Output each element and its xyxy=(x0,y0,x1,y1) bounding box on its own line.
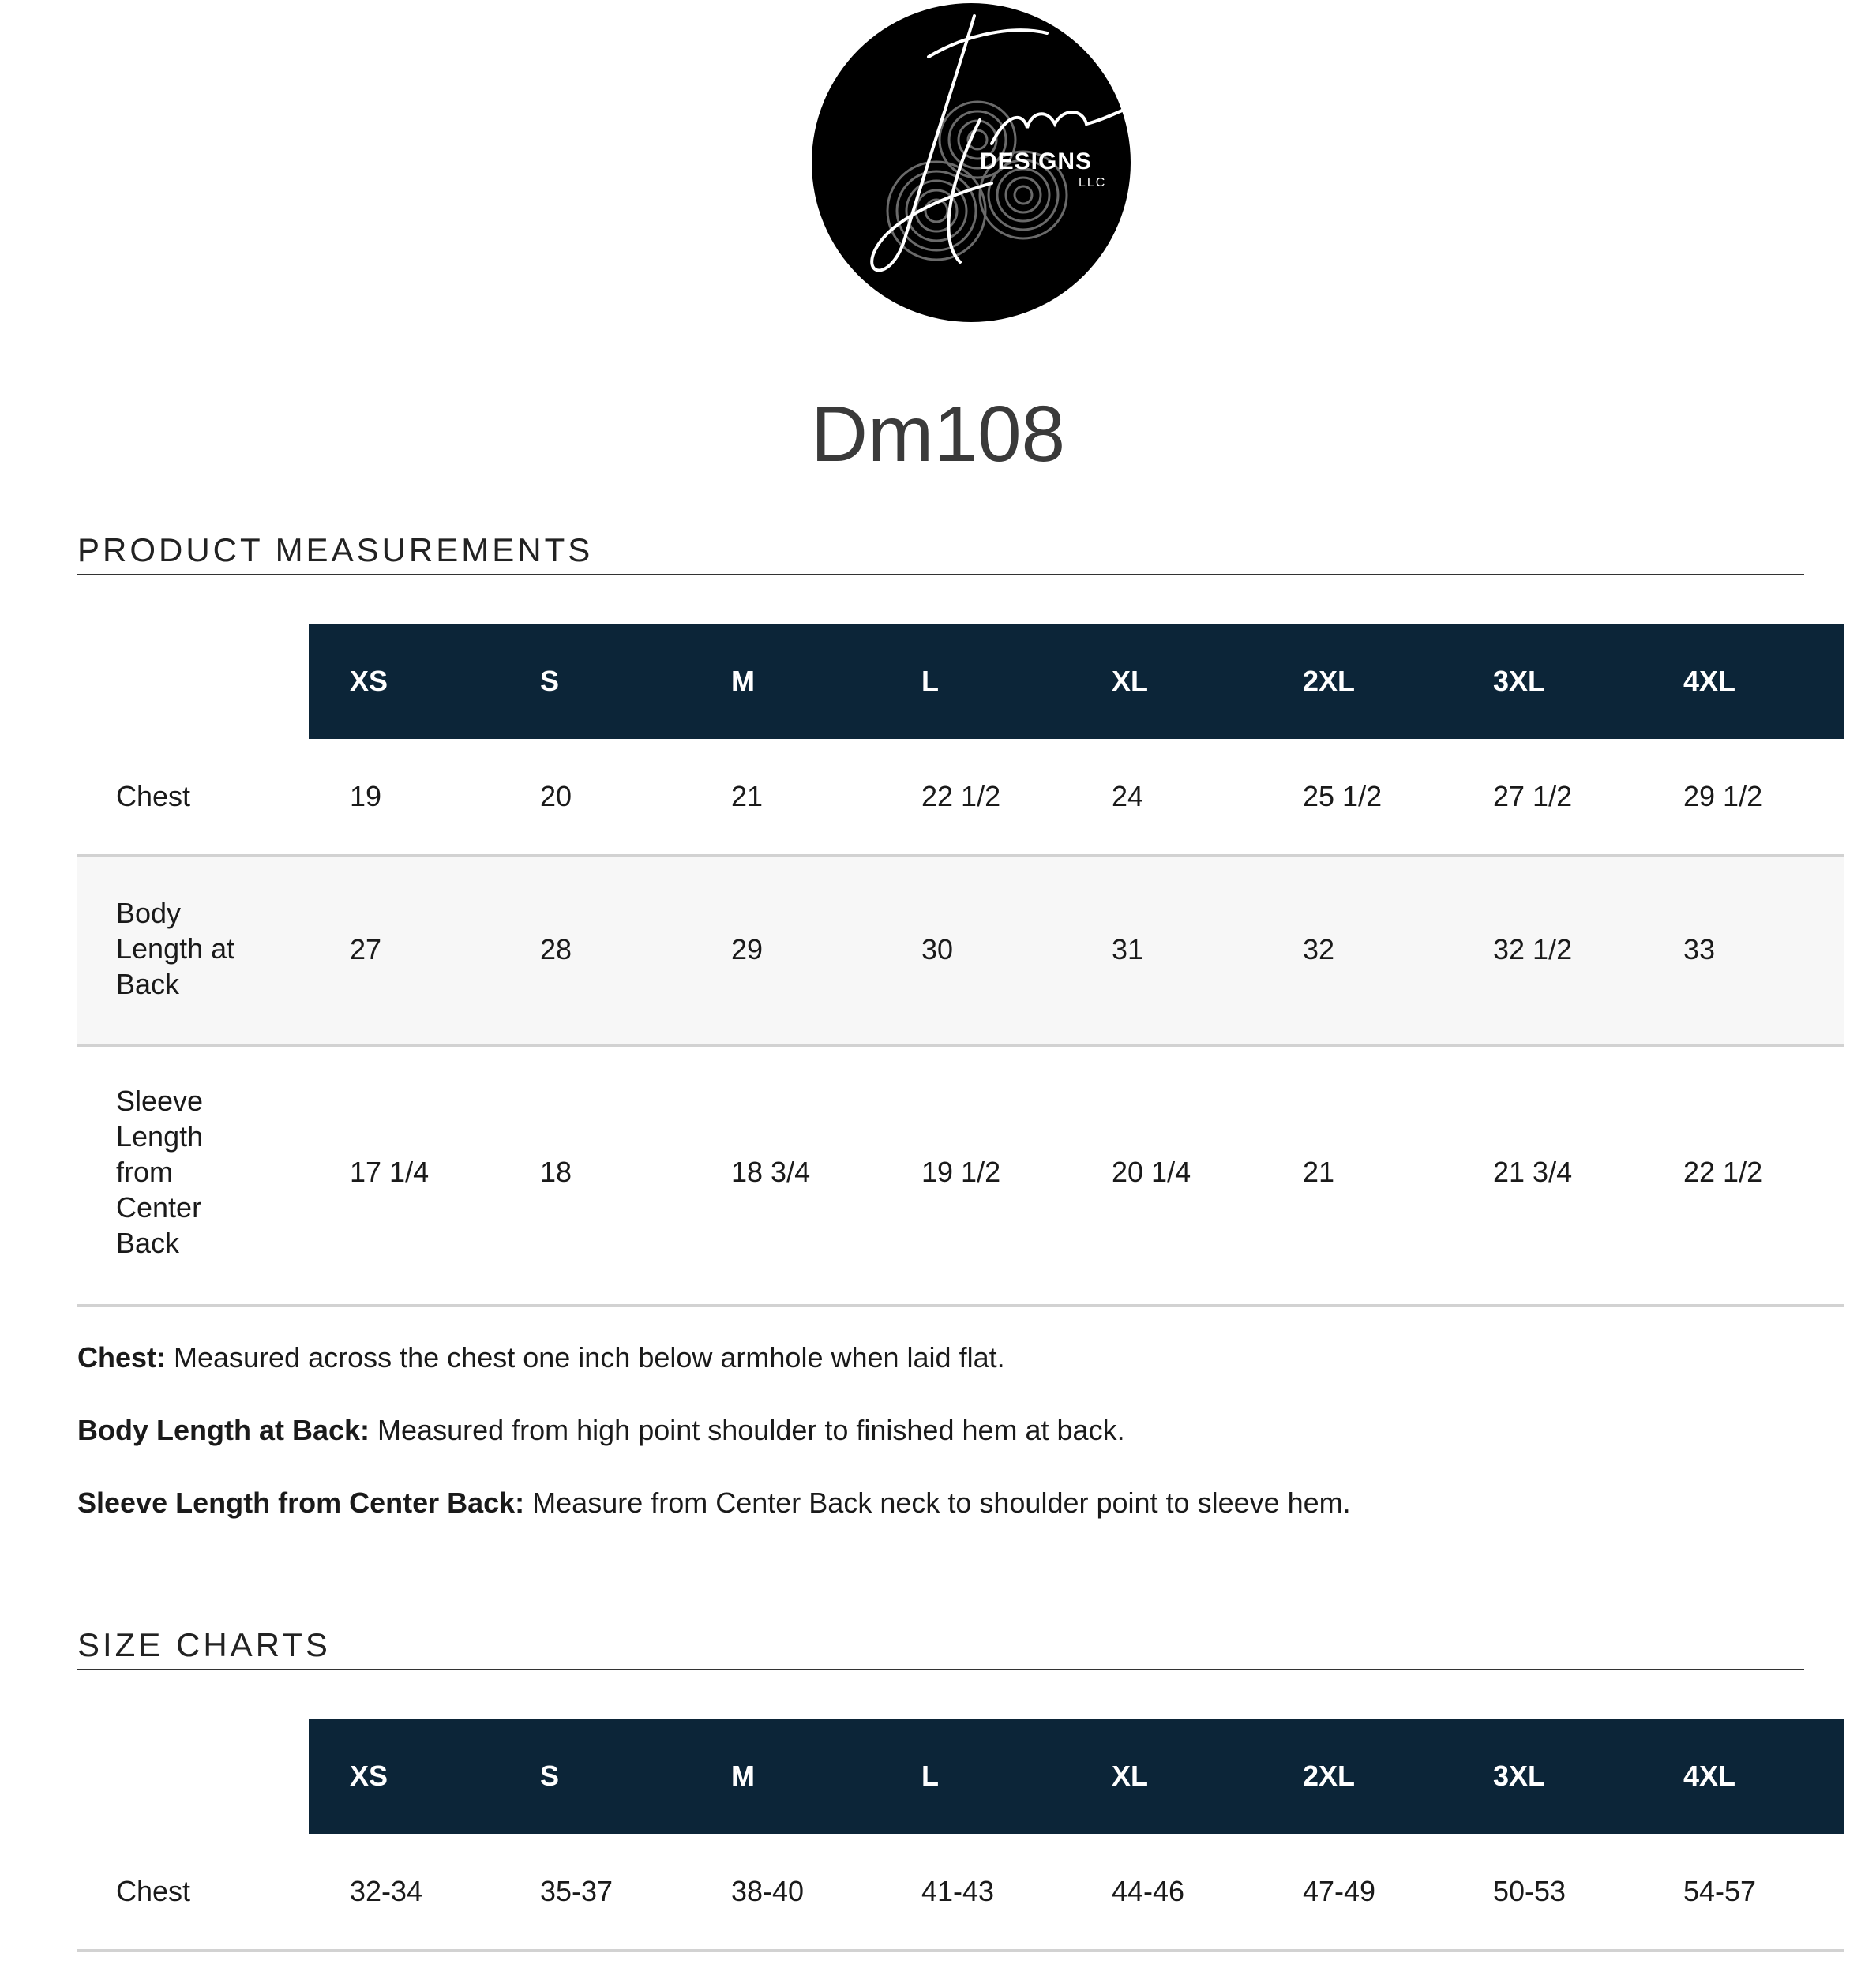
table-cell: 41-43 xyxy=(921,1875,995,1907)
table-cell: 31 xyxy=(1112,933,1144,965)
table-cell: 29 xyxy=(731,933,764,965)
size-charts-title: SIZE CHARTS xyxy=(77,1626,331,1663)
table-cell: 32-34 xyxy=(350,1875,423,1907)
table-cell: 18 xyxy=(540,1156,572,1188)
size-header-xs: XS xyxy=(350,1760,388,1792)
table-cell: 20 xyxy=(540,780,572,812)
table-cell: 22 1/2 xyxy=(1683,1156,1763,1188)
product-code: Dm108 xyxy=(810,390,1066,478)
size-header-3xl: 3XL xyxy=(1493,1760,1546,1792)
table-cell: 29 1/2 xyxy=(1683,780,1763,812)
size-header-xl: XL xyxy=(1112,665,1149,697)
table-cell: 32 1/2 xyxy=(1493,933,1573,965)
table-cell: 19 1/2 xyxy=(921,1156,1001,1188)
size-header-m: M xyxy=(731,665,755,697)
table-cell: 44-46 xyxy=(1112,1875,1185,1907)
row-label-chest: Chest xyxy=(116,1875,191,1907)
row-divider xyxy=(77,1949,1844,1952)
table-cell: 17 1/4 xyxy=(350,1156,430,1188)
table-cell: 22 1/2 xyxy=(921,780,1001,812)
size-header-m: M xyxy=(731,1760,755,1792)
section-divider xyxy=(77,574,1804,575)
size-header-s: S xyxy=(540,1760,560,1792)
size-header-l: L xyxy=(921,665,939,697)
size-chart-header-row xyxy=(309,1719,1844,1834)
row-label-sleeve-length: Sleeve Length from Center Back xyxy=(116,1085,204,1259)
table-cell: 27 1/2 xyxy=(1493,780,1573,812)
size-header-2xl: 2XL xyxy=(1303,665,1356,697)
size-header-2xl: 2XL xyxy=(1303,1760,1356,1792)
table-row xyxy=(77,1834,1844,1949)
table-cell: 54-57 xyxy=(1683,1875,1757,1907)
size-header-xl: XL xyxy=(1112,1760,1149,1792)
note-sleeve-length xyxy=(77,1486,1351,1520)
note-term: Chest: xyxy=(77,1341,167,1374)
measurements-header-row xyxy=(309,624,1844,739)
brand-logo xyxy=(810,2,1132,324)
row-label-body-length: Body Length at Back xyxy=(116,897,235,1000)
size-header-s: S xyxy=(540,665,560,697)
table-cell: 24 xyxy=(1112,780,1144,812)
table-cell: 38-40 xyxy=(731,1875,805,1907)
table-cell: 35-37 xyxy=(540,1875,613,1907)
note-text: Measure from Center Back neck to shoulder point to sleeve hem. xyxy=(524,1486,1351,1519)
note-term: Sleeve Length from Center Back: xyxy=(77,1486,525,1519)
note-text: Measured across the chest one inch below armhole when laid flat. xyxy=(166,1341,1005,1374)
note-text: Measured from high point shoulder to finished hem at back. xyxy=(370,1414,1125,1446)
table-cell: 27 xyxy=(350,933,382,965)
size-header-l: L xyxy=(921,1760,939,1792)
table-row xyxy=(77,1047,1844,1304)
table-cell: 32 xyxy=(1303,933,1335,965)
table-cell: 21 xyxy=(1303,1156,1335,1188)
table-cell: 50-53 xyxy=(1493,1875,1566,1907)
product-measurements-title: PRODUCT MEASUREMENTS xyxy=(77,531,594,568)
table-cell: 19 xyxy=(350,780,382,812)
row-divider xyxy=(77,1304,1844,1307)
logo-suffix-text: LLC xyxy=(1079,176,1107,189)
note-term: Body Length at Back: xyxy=(77,1414,370,1446)
table-cell: 30 xyxy=(921,933,954,965)
table-row xyxy=(77,857,1844,1044)
table-cell: 28 xyxy=(540,933,572,965)
size-header-4xl: 4XL xyxy=(1683,1760,1736,1792)
table-cell: 25 1/2 xyxy=(1303,780,1383,812)
size-header-xs: XS xyxy=(350,665,388,697)
table-cell: 20 1/4 xyxy=(1112,1156,1191,1188)
table-row xyxy=(77,739,1844,854)
logo-brand-text: DESIGNS xyxy=(980,148,1093,174)
row-label-chest: Chest xyxy=(116,780,191,812)
table-cell: 21 3/4 xyxy=(1493,1156,1573,1188)
table-cell: 47-49 xyxy=(1303,1875,1376,1907)
table-cell: 18 3/4 xyxy=(731,1156,811,1188)
size-header-3xl: 3XL xyxy=(1493,665,1546,697)
note-chest xyxy=(77,1340,1005,1374)
size-header-4xl: 4XL xyxy=(1683,665,1736,697)
table-cell: 33 xyxy=(1683,933,1716,965)
section-divider xyxy=(77,1669,1804,1670)
table-cell: 21 xyxy=(731,780,764,812)
note-body-length xyxy=(77,1413,1125,1447)
